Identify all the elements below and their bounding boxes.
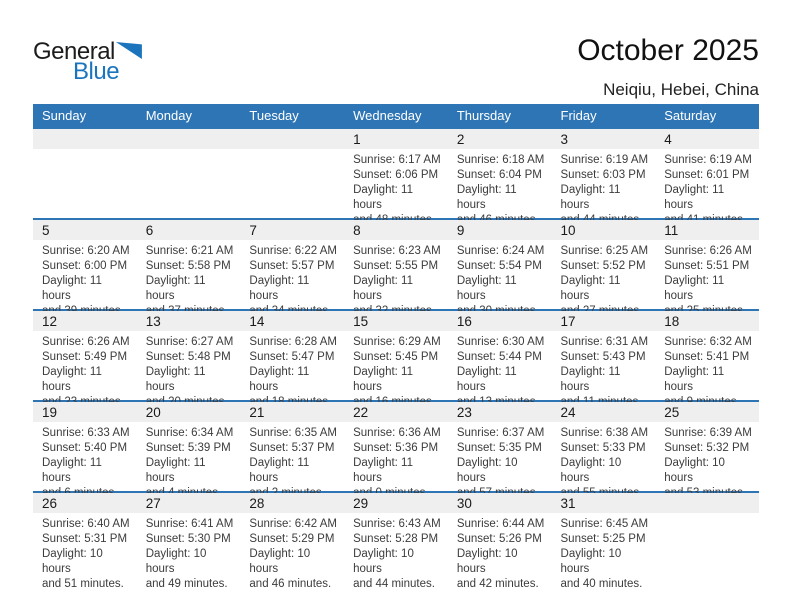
day-cell-4: [655, 129, 759, 218]
day-details: [552, 240, 656, 319]
day-sunrise: Sunrise: 6:19 AM: [664, 154, 752, 166]
weekday-header-row: [33, 104, 759, 127]
day-details: [344, 240, 448, 319]
day-sunset: Sunset: 5:41 PM: [664, 351, 750, 363]
day-details: [33, 513, 137, 592]
day-sunset: Sunset: 5:39 PM: [145, 442, 231, 454]
day-number: 7: [240, 220, 344, 240]
weekday-header-wednesday: Wednesday: [353, 108, 422, 123]
day-sunset: Sunset: 5:35 PM: [456, 442, 542, 454]
logo-triangle-icon: [116, 42, 142, 59]
day-details: [33, 422, 137, 501]
day-daylight-line2: and 49 minutes.: [145, 578, 228, 590]
day-details: [344, 422, 448, 501]
calendar-grid: [33, 104, 759, 590]
day-details: [655, 331, 759, 410]
day-sunrise: Sunrise: 6:18 AM: [456, 154, 545, 166]
weekday-header-friday: Friday: [560, 108, 597, 123]
day-details: [552, 149, 656, 228]
day-daylight-line1: Daylight: 10 hours: [353, 548, 414, 575]
day-cell-1: [344, 129, 448, 218]
day-number: 30: [448, 493, 552, 513]
day-sunset: Sunset: 5:30 PM: [145, 533, 231, 545]
day-daylight-line1: Daylight: 10 hours: [456, 548, 518, 575]
logo-text-blue: Blue: [73, 58, 120, 85]
title-block: [577, 34, 759, 100]
day-number: 2: [448, 129, 552, 149]
day-daylight-line2: and 51 minutes.: [42, 578, 124, 590]
day-number: 21: [240, 402, 344, 422]
week-row-1: [33, 127, 759, 218]
day-sunrise: Sunrise: 6:26 AM: [42, 336, 130, 348]
day-number: 9: [448, 220, 552, 240]
day-details: [137, 422, 241, 501]
day-daylight-line1: Daylight: 11 hours: [249, 366, 310, 393]
day-number: 1: [344, 129, 448, 149]
day-sunset: Sunset: 5:55 PM: [353, 260, 439, 272]
day-sunset: Sunset: 6:03 PM: [560, 169, 646, 181]
day-daylight-line1: Daylight: 10 hours: [456, 457, 518, 484]
day-cell-31: [552, 493, 656, 590]
day-details: [448, 240, 552, 319]
day-daylight-line1: Daylight: 11 hours: [353, 275, 413, 302]
day-daylight-line1: Daylight: 11 hours: [664, 184, 725, 211]
day-details: [344, 513, 448, 592]
day-cell-21: [240, 402, 344, 491]
day-details: [240, 422, 344, 501]
weekday-header-monday: Monday: [145, 108, 192, 123]
day-details: [448, 331, 552, 410]
weeks-container: [33, 127, 759, 590]
day-cell-5: [33, 220, 137, 309]
day-number: 20: [137, 402, 241, 422]
day-cell-28: [240, 493, 344, 590]
location-subtitle: Neiqiu, Hebei, China: [603, 80, 759, 99]
day-sunset: Sunset: 6:04 PM: [456, 169, 542, 181]
day-number: 11: [655, 220, 759, 240]
day-sunrise: Sunrise: 6:42 AM: [249, 518, 337, 530]
day-sunrise: Sunrise: 6:30 AM: [456, 336, 545, 348]
month-title: October 2025: [577, 34, 759, 67]
day-daylight-line1: Daylight: 10 hours: [560, 548, 622, 575]
day-sunset: Sunset: 5:28 PM: [353, 533, 439, 545]
day-sunset: Sunset: 5:31 PM: [42, 533, 128, 545]
weekday-header-saturday: Saturday: [664, 108, 717, 123]
day-sunrise: Sunrise: 6:38 AM: [560, 427, 649, 439]
week-row-3: [33, 309, 759, 400]
day-daylight-line1: Daylight: 10 hours: [42, 548, 103, 575]
day-sunrise: Sunrise: 6:21 AM: [145, 245, 234, 257]
weekday-header-tuesday: Tuesday: [249, 108, 299, 123]
day-sunset: Sunset: 5:29 PM: [249, 533, 335, 545]
week-row-2: [33, 218, 759, 309]
day-sunset: Sunset: 5:40 PM: [42, 442, 128, 454]
day-daylight-line1: Daylight: 11 hours: [664, 275, 725, 302]
day-details: [240, 240, 344, 319]
day-sunrise: Sunrise: 6:34 AM: [145, 427, 234, 439]
day-number: [655, 493, 759, 513]
day-daylight-line1: Daylight: 11 hours: [560, 366, 621, 393]
day-daylight-line1: Daylight: 11 hours: [560, 275, 621, 302]
day-cell-3: [552, 129, 656, 218]
day-cell-empty: [240, 129, 344, 218]
day-details: [344, 149, 448, 228]
day-details: [137, 513, 241, 592]
day-daylight-line1: Daylight: 11 hours: [560, 184, 621, 211]
week-row-4: [33, 400, 759, 491]
day-cell-empty: [137, 129, 241, 218]
day-number: 14: [240, 311, 344, 331]
day-daylight-line1: Daylight: 11 hours: [42, 457, 102, 484]
weekday-header-thursday: Thursday: [456, 108, 512, 123]
day-daylight-line2: and 40 minutes.: [560, 578, 643, 590]
day-daylight-line2: and 46 minutes.: [249, 578, 332, 590]
day-cell-13: [137, 311, 241, 400]
weekday-header-sunday: Sunday: [42, 108, 87, 123]
day-daylight-line1: Daylight: 11 hours: [456, 366, 517, 393]
day-daylight-line1: Daylight: 11 hours: [145, 275, 206, 302]
day-daylight-line2: and 42 minutes.: [456, 578, 539, 590]
day-number: 8: [344, 220, 448, 240]
day-sunset: Sunset: 6:00 PM: [42, 260, 128, 272]
day-daylight-line1: Daylight: 11 hours: [456, 184, 517, 211]
day-number: 25: [655, 402, 759, 422]
day-number: 17: [552, 311, 656, 331]
day-number: 15: [344, 311, 448, 331]
day-details: [137, 240, 241, 319]
day-cell-18: [655, 311, 759, 400]
day-details: [240, 513, 344, 592]
logo-text-general: General: [33, 38, 115, 65]
day-number: 10: [552, 220, 656, 240]
week-row-5: [33, 491, 759, 590]
day-details: [655, 422, 759, 501]
day-sunrise: Sunrise: 6:20 AM: [42, 245, 130, 257]
day-cell-29: [344, 493, 448, 590]
day-daylight-line1: Daylight: 11 hours: [353, 457, 413, 484]
day-sunrise: Sunrise: 6:32 AM: [664, 336, 752, 348]
day-number: 24: [552, 402, 656, 422]
day-sunrise: Sunrise: 6:26 AM: [664, 245, 752, 257]
day-cell-11: [655, 220, 759, 309]
day-details: [448, 149, 552, 228]
day-sunrise: Sunrise: 6:27 AM: [145, 336, 234, 348]
day-details: [552, 422, 656, 501]
day-sunrise: Sunrise: 6:37 AM: [456, 427, 545, 439]
day-sunrise: Sunrise: 6:28 AM: [249, 336, 337, 348]
day-sunset: Sunset: 5:45 PM: [353, 351, 439, 363]
day-daylight-line1: Daylight: 11 hours: [42, 275, 102, 302]
day-daylight-line1: Daylight: 11 hours: [664, 366, 725, 393]
day-sunrise: Sunrise: 6:45 AM: [560, 518, 649, 530]
day-daylight-line1: Daylight: 11 hours: [145, 366, 206, 393]
day-sunrise: Sunrise: 6:36 AM: [353, 427, 441, 439]
day-details: [33, 240, 137, 319]
day-cell-empty: [655, 493, 759, 582]
day-daylight-line1: Daylight: 11 hours: [145, 457, 206, 484]
day-details: [137, 331, 241, 410]
day-number: [137, 129, 241, 149]
day-number: 12: [33, 311, 137, 331]
day-details: [344, 331, 448, 410]
day-sunrise: Sunrise: 6:17 AM: [353, 154, 441, 166]
day-number: 23: [448, 402, 552, 422]
day-sunrise: Sunrise: 6:39 AM: [664, 427, 752, 439]
day-sunset: Sunset: 5:26 PM: [456, 533, 542, 545]
day-sunrise: Sunrise: 6:43 AM: [353, 518, 441, 530]
day-cell-19: [33, 402, 137, 491]
day-sunrise: Sunrise: 6:33 AM: [42, 427, 130, 439]
day-cell-2: [448, 129, 552, 218]
day-number: 13: [137, 311, 241, 331]
day-daylight-line1: Daylight: 10 hours: [249, 548, 311, 575]
day-cell-22: [344, 402, 448, 491]
day-sunset: Sunset: 5:54 PM: [456, 260, 542, 272]
day-cell-26: [33, 493, 137, 590]
day-number: 18: [655, 311, 759, 331]
day-sunrise: Sunrise: 6:19 AM: [560, 154, 649, 166]
day-cell-6: [137, 220, 241, 309]
day-cell-9: [448, 220, 552, 309]
day-number: 31: [552, 493, 656, 513]
day-number: 4: [655, 129, 759, 149]
day-sunrise: Sunrise: 6:25 AM: [560, 245, 649, 257]
day-sunset: Sunset: 6:06 PM: [353, 169, 439, 181]
day-cell-10: [552, 220, 656, 309]
day-number: 22: [344, 402, 448, 422]
day-details: [552, 331, 656, 410]
day-daylight-line1: Daylight: 11 hours: [353, 184, 413, 211]
day-number: 16: [448, 311, 552, 331]
day-sunset: Sunset: 5:32 PM: [664, 442, 750, 454]
day-sunset: Sunset: 5:58 PM: [145, 260, 231, 272]
day-sunset: Sunset: 5:44 PM: [456, 351, 542, 363]
day-number: 27: [137, 493, 241, 513]
day-details: [655, 149, 759, 228]
day-cell-20: [137, 402, 241, 491]
day-details: [33, 331, 137, 410]
day-sunrise: Sunrise: 6:31 AM: [560, 336, 649, 348]
day-sunset: Sunset: 5:48 PM: [145, 351, 231, 363]
day-number: 29: [344, 493, 448, 513]
day-daylight-line1: Daylight: 10 hours: [664, 457, 725, 484]
day-sunrise: Sunrise: 6:35 AM: [249, 427, 337, 439]
day-cell-25: [655, 402, 759, 491]
day-daylight-line1: Daylight: 11 hours: [249, 457, 310, 484]
day-daylight-line1: Daylight: 11 hours: [42, 366, 102, 393]
day-sunset: Sunset: 5:25 PM: [560, 533, 646, 545]
day-daylight-line1: Daylight: 11 hours: [249, 275, 310, 302]
day-sunrise: Sunrise: 6:23 AM: [353, 245, 441, 257]
day-sunset: Sunset: 6:01 PM: [664, 169, 750, 181]
day-sunset: Sunset: 5:49 PM: [42, 351, 128, 363]
day-cell-8: [344, 220, 448, 309]
day-number: 19: [33, 402, 137, 422]
day-details: [655, 240, 759, 319]
day-details: [448, 422, 552, 501]
day-cell-27: [137, 493, 241, 590]
day-cell-empty: [33, 129, 137, 218]
day-cell-23: [448, 402, 552, 491]
day-details: [552, 513, 656, 592]
day-cell-30: [448, 493, 552, 590]
day-cell-24: [552, 402, 656, 491]
day-sunrise: Sunrise: 6:40 AM: [42, 518, 130, 530]
day-daylight-line1: Daylight: 11 hours: [353, 366, 413, 393]
day-details: [240, 331, 344, 410]
day-sunset: Sunset: 5:43 PM: [560, 351, 646, 363]
day-daylight-line2: and 44 minutes.: [353, 578, 435, 590]
day-cell-12: [33, 311, 137, 400]
day-daylight-line1: Daylight: 10 hours: [560, 457, 622, 484]
day-number: [240, 129, 344, 149]
day-sunrise: Sunrise: 6:41 AM: [145, 518, 234, 530]
day-sunset: Sunset: 5:33 PM: [560, 442, 646, 454]
day-sunset: Sunset: 5:52 PM: [560, 260, 646, 272]
day-sunset: Sunset: 5:37 PM: [249, 442, 335, 454]
day-sunrise: Sunrise: 6:44 AM: [456, 518, 545, 530]
day-sunset: Sunset: 5:51 PM: [664, 260, 750, 272]
day-sunrise: Sunrise: 6:22 AM: [249, 245, 337, 257]
day-cell-14: [240, 311, 344, 400]
day-cell-7: [240, 220, 344, 309]
day-number: [33, 129, 137, 149]
day-sunset: Sunset: 5:47 PM: [249, 351, 335, 363]
general-blue-logo: [33, 40, 142, 84]
day-daylight-line1: Daylight: 10 hours: [145, 548, 207, 575]
day-number: 28: [240, 493, 344, 513]
day-daylight-line1: Daylight: 11 hours: [456, 275, 517, 302]
day-cell-17: [552, 311, 656, 400]
day-sunrise: Sunrise: 6:29 AM: [353, 336, 441, 348]
day-details: [448, 513, 552, 592]
day-cell-16: [448, 311, 552, 400]
day-number: 3: [552, 129, 656, 149]
day-sunset: Sunset: 5:57 PM: [249, 260, 335, 272]
day-cell-15: [344, 311, 448, 400]
day-number: 5: [33, 220, 137, 240]
day-sunset: Sunset: 5:36 PM: [353, 442, 439, 454]
day-number: 6: [137, 220, 241, 240]
day-number: 26: [33, 493, 137, 513]
day-sunrise: Sunrise: 6:24 AM: [456, 245, 545, 257]
